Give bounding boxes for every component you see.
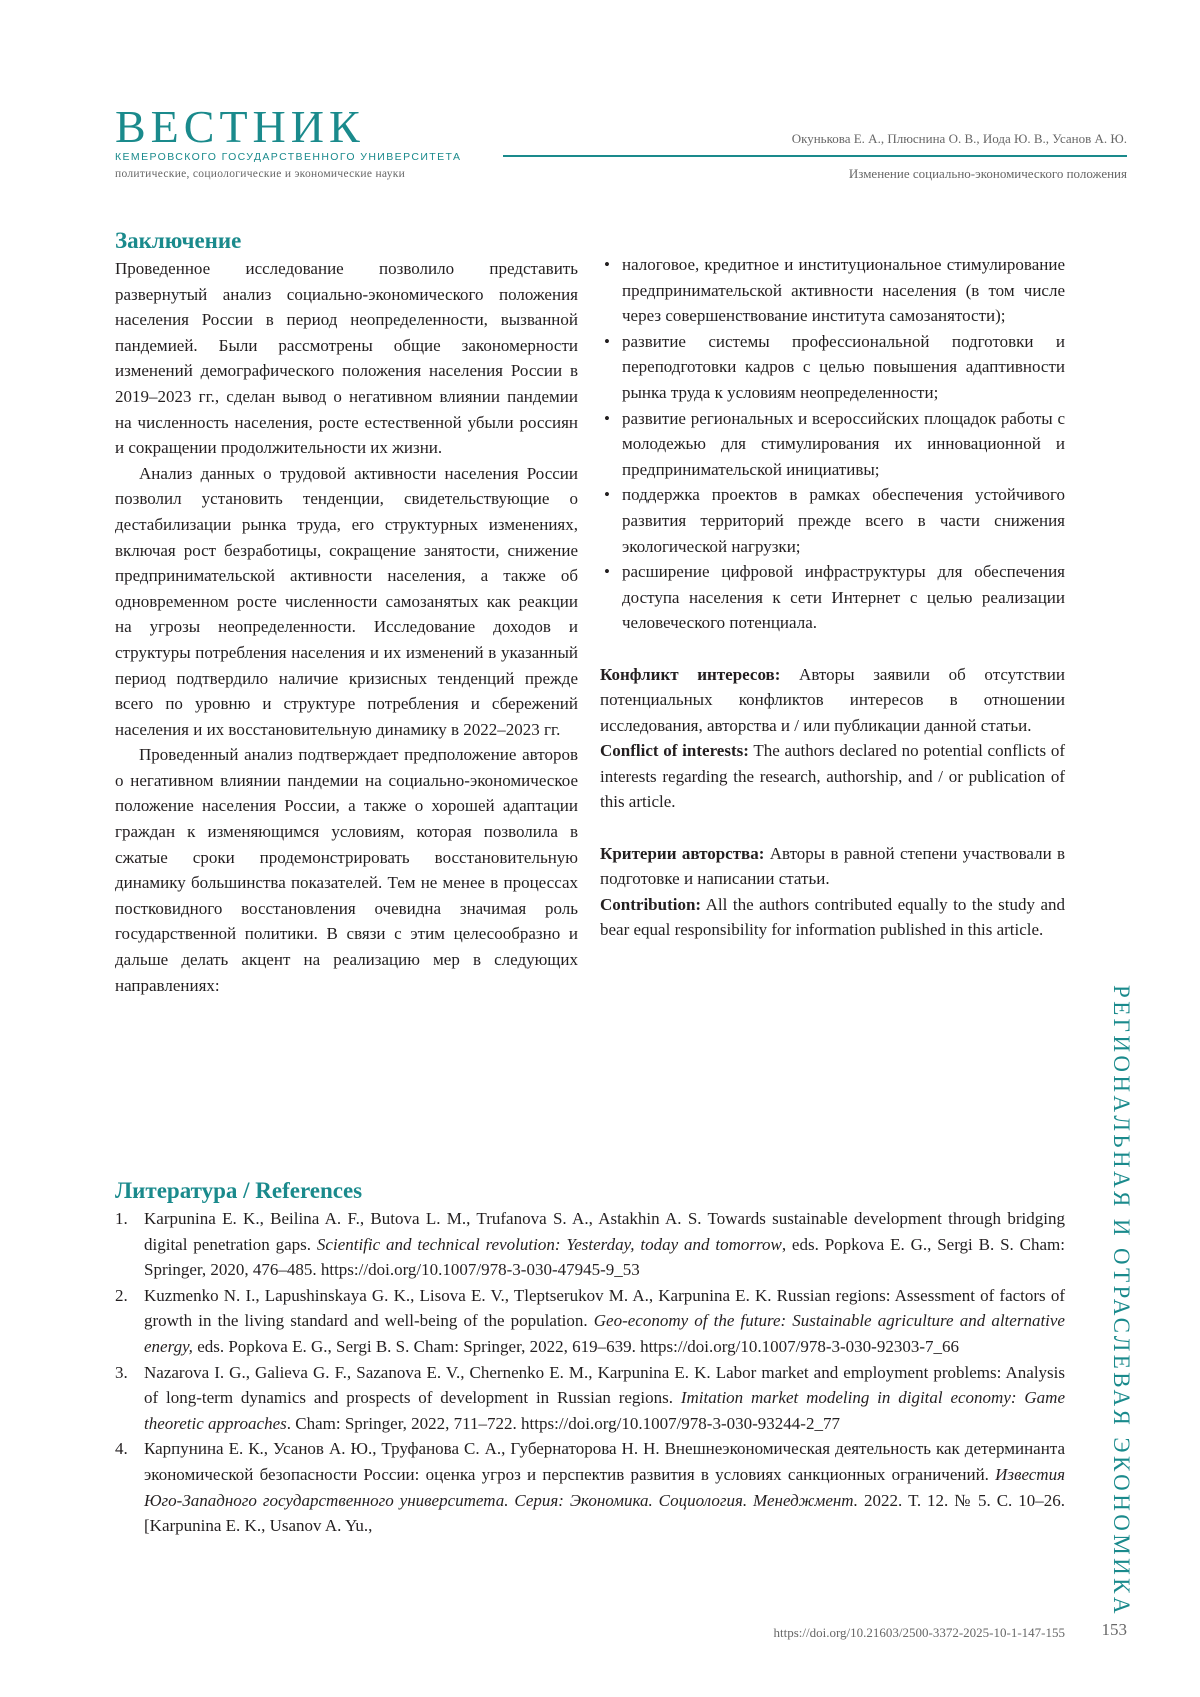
paragraph: Анализ данных о трудовой активности населения России позволил установить тенденции, свидетельствующие о дестабилизации рынка труда, его структурных изменениях, включая рост безработицы, сокращение занятости, снижение предпринимательской активности населения, а также об одновременном росте численности самозанятых как реакции на угрозы неопределенности. Исследование доходов и структуры потребления населения и их изменений в указанный период подтвердило наличие кризисных тенденций прежде всего по уровню и структуре потребления и сбережений населения и их восстановительную динамику в 2022–2023 гг. [115,461,578,743]
authorship-ru [600,841,1065,892]
side-section-label: РЕГИОНАЛЬНАЯ И ОТРАСЛЕВАЯ ЭКОНОМИКА [1108,985,1134,1585]
ref-text: Nazarova I. G., Galieva G. F., Sazanova E. V., Chernenko E. M., Karpunina E. K. Labor market and employment problems: Analysis of long-term dynamics and prospects of development in Russian regions. [144,1363,1065,1408]
ref-text: Карпунина Е. К., Усанов А. Ю., Труфанова С. А., Губернаторова Н. Н. Внешнеэкономическая деятельность как детерминанта экономической безопасности России: оценка угроз и перспектив развития в условиях санкционных ограничений. [144,1439,1065,1484]
contribution-en [600,892,1065,943]
list-item: • поддержка проектов в рамках обеспечения устойчивого развития территорий прежде всего в части снижения экологической нагрузки; [600,482,1065,559]
ref-number: 4. [115,1436,128,1462]
page-number: 153 [1102,1620,1128,1640]
ref-text: 2022. Т. 12. № 5. С. 10–26. [Karpunina E. K., Usanov A. Yu., [144,1491,1065,1536]
footer-doi[interactable]: https://doi.org/10.21603/2500-3372-2025-10-1-147-155 [773,1625,1065,1641]
list-item: • расширение цифровой инфраструктуры для обеспечения доступа населения к сети Интернет с целью реализации человеческого потенциала. [600,559,1065,636]
list-item: • развитие региональных и всероссийских площадок работы с молодежью для стимулирования их инновационной и предпринимательской инициативы; [600,406,1065,483]
text: Авторы в равной степени участвовали в подготовке и написании статьи. [600,844,1065,889]
ref-text: . Cham: Springer, 2022, 711–722. https://doi.org/10.1007/978-3-030-93244-2_77 [287,1414,840,1433]
section-heading-conclusion: Заключение [115,226,578,256]
university-name: КЕМЕРОВСКОГО ГОСУДАРСТВЕННОГО УНИВЕРСИТЕТА [115,151,461,163]
references-list [115,1206,1065,1539]
references-section [115,1176,1065,1539]
ref-source: Geo-economy of the future: Sustainable agriculture and alternative energy, [144,1311,1065,1356]
label: Конфликт интересов: [600,665,780,684]
reference-item [115,1360,1065,1437]
reference-item [115,1436,1065,1538]
label: Conflict of interests: [600,741,749,760]
journal-title: ВЕСТНИК [115,104,365,150]
running-authors: Окунькова Е. А., Плюснина О. В., Иода Ю. В., Усанов А. Ю. [792,131,1127,147]
list-item: • развитие системы профессиональной подготовки и переподготовки кадров с целью повышения адаптивности рынка труда к условиям неопределенности; [600,329,1065,406]
right-column [600,252,1065,943]
label: Критерии авторства: [600,844,764,863]
ref-source: Известия Юго-Западного государственного университета. Серия: Экономика. Социология. Менеджмент. [144,1465,1065,1510]
header-divider [503,155,1127,157]
ref-text: eds. Popkova E. G., Sergi B. S. Cham: Springer, 2022, 619–639. https://doi.org/10.1007/978-3-030-92303-7_66 [193,1337,959,1356]
ref-text: , eds. Popkova E. G., Sergi B. S. Cham: Springer, 2020, 476–485. https://doi.org/10.1007/978-3-030-47945-9_53 [144,1235,1065,1280]
ref-number: 2. [115,1283,128,1309]
text: All the authors contributed equally to the study and bear equal responsibility for information published in this article. [600,895,1065,940]
ref-number: 3. [115,1360,128,1386]
journal-series: политические, социологические и экономические науки [115,168,405,180]
list-item: • налоговое, кредитное и институциональное стимулирование предпринимательской активности населения (в том числе через совершенствование института самозанятости); [600,252,1065,329]
ref-text: Karpunina E. K., Beilina A. F., Butova L. M., Trufanova S. A., Astakhin A. S. Towards sustainable development through bridging digital penetration gaps. [144,1209,1065,1254]
reference-item [115,1206,1065,1283]
ref-number: 1. [115,1206,128,1232]
text: The authors declared no potential conflicts of interests regarding the research, authorship, and / or publication of this article. [600,741,1065,811]
recommendations-list [600,252,1065,636]
reference-item [115,1283,1065,1360]
ref-source: Scientific and technical revolution: Yesterday, today and tomorrow [317,1235,782,1254]
ref-source: Imitation market modeling in digital economy: Game theoretic approaches [144,1388,1065,1433]
label: Contribution: [600,895,701,914]
conflict-ru [600,662,1065,739]
left-column [115,226,578,998]
ref-text: Kuzmenko N. I., Lapushinskaya G. K., Lisova E. V., Tleptserukov M. A., Karpunina E. K. Russian regions: Assessment of factors of growth in the living standard and well-being of the population. [144,1286,1065,1331]
paragraph: Проведенный анализ подтверждает предположение авторов о негативном влиянии пандемии на социально-экономическое положение населения России, а также о хорошей адаптации граждан к изменяющимся условиям, которая позволила в сжатые сроки продемонстрировать восстановительную динамику большинства показателей. Тем не менее в процессах постковидного восстановления очевидна значимая роль государственной политики. В связи с этим целесообразно и дальше делать акцент на реализацию мер в следующих направлениях: [115,742,578,998]
running-title: Изменение социально-экономического положения [849,166,1127,182]
conflict-en [600,738,1065,815]
paragraph: Проведенное исследование позволило представить развернутый анализ социально-экономического положения населения России в период неопределенности, вызванной пандемией. Были рассмотрены общие закономерности изменений демографического положения населения России в 2019–2023 гг., сделан вывод о негативном влиянии пандемии на численность населения, росте естественной убыли россиян и сокращении продолжительности их жизни. [115,256,578,461]
section-heading-references: Литература / References [115,1176,1065,1206]
text: Авторы заявили об отсутствии потенциальных конфликтов интересов в отношении исследования, авторства и / или публикации данной статьи. [600,665,1065,735]
